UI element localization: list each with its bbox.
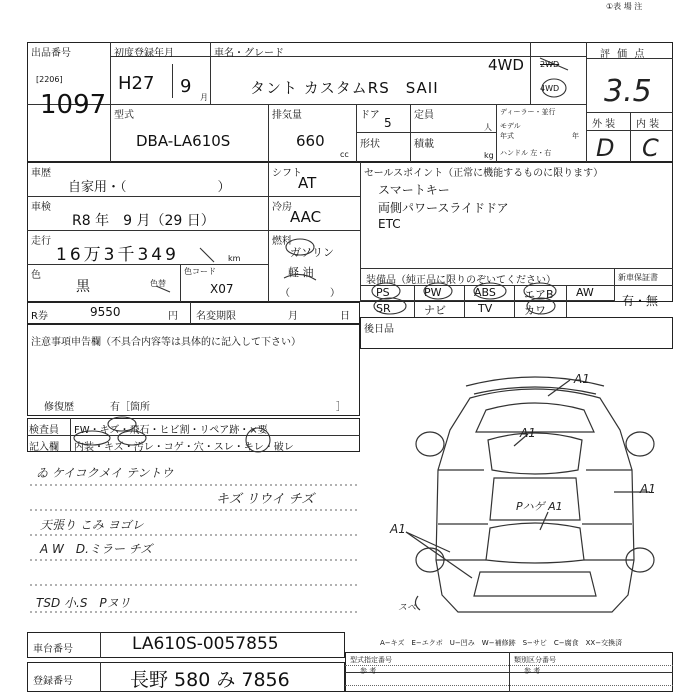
dealer-model: モデル	[500, 122, 521, 130]
sales-item-2: 両側パワースライドドア	[378, 201, 509, 215]
mileage-label: 走行	[31, 236, 51, 247]
color-code-label: 色コード	[184, 267, 216, 276]
model-name: タント カスタムRS SAII	[250, 79, 439, 97]
ac-value: AAC	[290, 208, 322, 226]
fuel-light: 軽 油	[288, 266, 314, 279]
sales-label: セールスポイント（正常に機能するものに限ります）	[364, 168, 604, 179]
int-grade: C	[642, 134, 659, 162]
ext-label: 外 装	[592, 119, 616, 130]
chassis-value: LA610S-0057855	[132, 634, 279, 654]
history-label: 車歴	[31, 168, 51, 179]
rear-items-label: 後日品	[364, 324, 394, 335]
damage-legend: A−キズ E−エクボ U−凹み W−補修跡 S−サビ C−腐食 XX−交換済	[380, 639, 623, 647]
dealer-year: 年式	[500, 132, 514, 140]
mileage-unit: km	[228, 254, 241, 263]
load-label: 積載	[414, 139, 434, 150]
displacement-unit: cc	[340, 150, 349, 159]
fuel-label: 燃料	[272, 236, 292, 247]
plate-value: 長野 580 み 7856	[130, 669, 290, 691]
dealer-type: ディーラー・並行	[500, 108, 556, 116]
class-number-ref: 参 考	[524, 667, 541, 675]
mark-right-side: A1	[640, 482, 656, 496]
handwritten-note-2: キズ リウイ チズ	[216, 492, 315, 507]
mark-hood: A1	[520, 426, 536, 440]
inspector-row-1: FW・キズ・飛石・ヒビ割・リペア跡・×要	[74, 425, 268, 436]
name-change-day: 日	[340, 311, 350, 322]
equip-pw: PW	[424, 286, 442, 299]
color-label: 色	[31, 270, 41, 281]
fuel-gas: ガソリン	[290, 246, 334, 259]
recycle-value: 9550	[90, 305, 121, 319]
class-number-label: 類別区分番号	[514, 656, 556, 664]
name-label: 車名・グレード	[214, 48, 284, 59]
inspector-label-2: 記入欄	[29, 442, 59, 453]
dealer-handle: ハンドル 左・右	[500, 149, 552, 157]
repair-label: 修復歴	[44, 402, 74, 413]
equip-airbag: エアB	[524, 288, 554, 301]
equip-sr: SR	[376, 302, 391, 315]
handwritten-note-3: 天張り こみ ヨゴレ	[40, 518, 144, 532]
mark-front: A1	[574, 372, 590, 386]
doors-label: ドア	[360, 110, 380, 121]
displacement: 660	[296, 132, 325, 150]
drive-type: 4WD	[488, 56, 524, 74]
ac-label: 冷房	[272, 202, 292, 213]
dealer-year-unit: 年	[572, 132, 579, 140]
mark-left-side: A1	[390, 522, 406, 536]
color-change-label: 色替	[150, 279, 166, 288]
handwritten-note-1: ゐ ケイコクメイ テントウ	[36, 466, 174, 480]
int-label: 内 装	[636, 119, 660, 130]
first-reg-label: 初度登録年月	[114, 48, 174, 59]
opt-4wd: 4WD	[540, 84, 560, 93]
mark-roof: Pハゲ A1	[516, 500, 563, 513]
displacement-label: 排気量	[272, 110, 302, 121]
repair-value: 有［箇所	[110, 402, 150, 413]
equip-ps: PS	[376, 286, 390, 299]
inspection-value: R8 年 9 月（29 日）	[72, 213, 215, 229]
equip-abs: ABS	[474, 286, 496, 299]
score-label: 評 価 点	[600, 49, 647, 60]
opt-2wd: 2WD	[540, 60, 560, 69]
mileage-value: 16万3千349	[56, 245, 179, 265]
equipment-label: 装備品（純正品に限りのぞいてください）	[366, 275, 556, 286]
model-code-label: 型式	[114, 110, 134, 121]
equip-navi: ナビ	[424, 304, 446, 317]
first-reg-month-unit: 月	[200, 93, 208, 102]
type-number-ref: 参 考	[360, 667, 377, 675]
capacity-label: 定員	[414, 110, 434, 121]
lot-label: 出品番号	[31, 48, 71, 59]
type-number-label: 型式指定番号	[350, 656, 392, 664]
color-code: X07	[210, 282, 234, 296]
fuel-other: （ ）	[280, 288, 340, 299]
equip-leather: カワ	[524, 304, 546, 317]
repair-close: ］	[336, 402, 346, 413]
inspector-label-1: 検査員	[29, 425, 59, 436]
chassis-label: 車台番号	[33, 644, 73, 655]
capacity-unit: 人	[484, 123, 492, 132]
first-reg-month: 9	[180, 76, 192, 97]
lot-number: 1097	[40, 90, 107, 120]
inspector-row-2: 内装・キズ・汚レ・コゲ・穴・スレ・キレ・破レ	[74, 442, 294, 453]
load-unit: kg	[484, 151, 494, 160]
sales-item-3: ETC	[378, 217, 401, 231]
mark-spare: スペ	[398, 603, 417, 613]
shape-label: 形状	[360, 139, 380, 150]
warranty-label: 新車保証書	[618, 273, 658, 282]
lot-session: [2206]	[36, 75, 63, 84]
plate-label: 登録番号	[33, 676, 73, 687]
handwritten-note-4: A W D.ミラー チズ	[40, 542, 153, 556]
history-value: 自家用・（ ）	[68, 180, 231, 195]
corner-label: ①表 場 注	[606, 2, 643, 11]
recycle-unit: 円	[168, 311, 178, 322]
doors: 5	[384, 116, 392, 130]
car-diagram	[406, 377, 654, 612]
first-reg-year: H27	[118, 73, 155, 94]
notes-label: 注意事項申告欄（不具合内容等は具体的に記入して下さい）	[31, 337, 301, 348]
ext-grade: D	[596, 134, 615, 162]
shift-label: シフト	[272, 168, 302, 179]
warranty-value: 有・無	[622, 294, 659, 308]
inspection-label: 車検	[31, 202, 51, 213]
equip-tv: TV	[478, 302, 493, 315]
color-value: 黒	[76, 279, 90, 295]
equip-aw: AW	[576, 286, 594, 299]
recycle-label: R券	[31, 311, 48, 322]
sales-item-1: スマートキー	[378, 183, 450, 197]
shift-value: AT	[298, 174, 317, 192]
name-change-month: 月	[288, 311, 298, 322]
handwritten-note-5: TSD 小.S Pヌリ	[36, 596, 131, 610]
score-value: 3.5	[604, 74, 652, 109]
name-change-label: 名変期限	[196, 311, 236, 322]
model-code: DBA-LA610S	[136, 132, 231, 150]
